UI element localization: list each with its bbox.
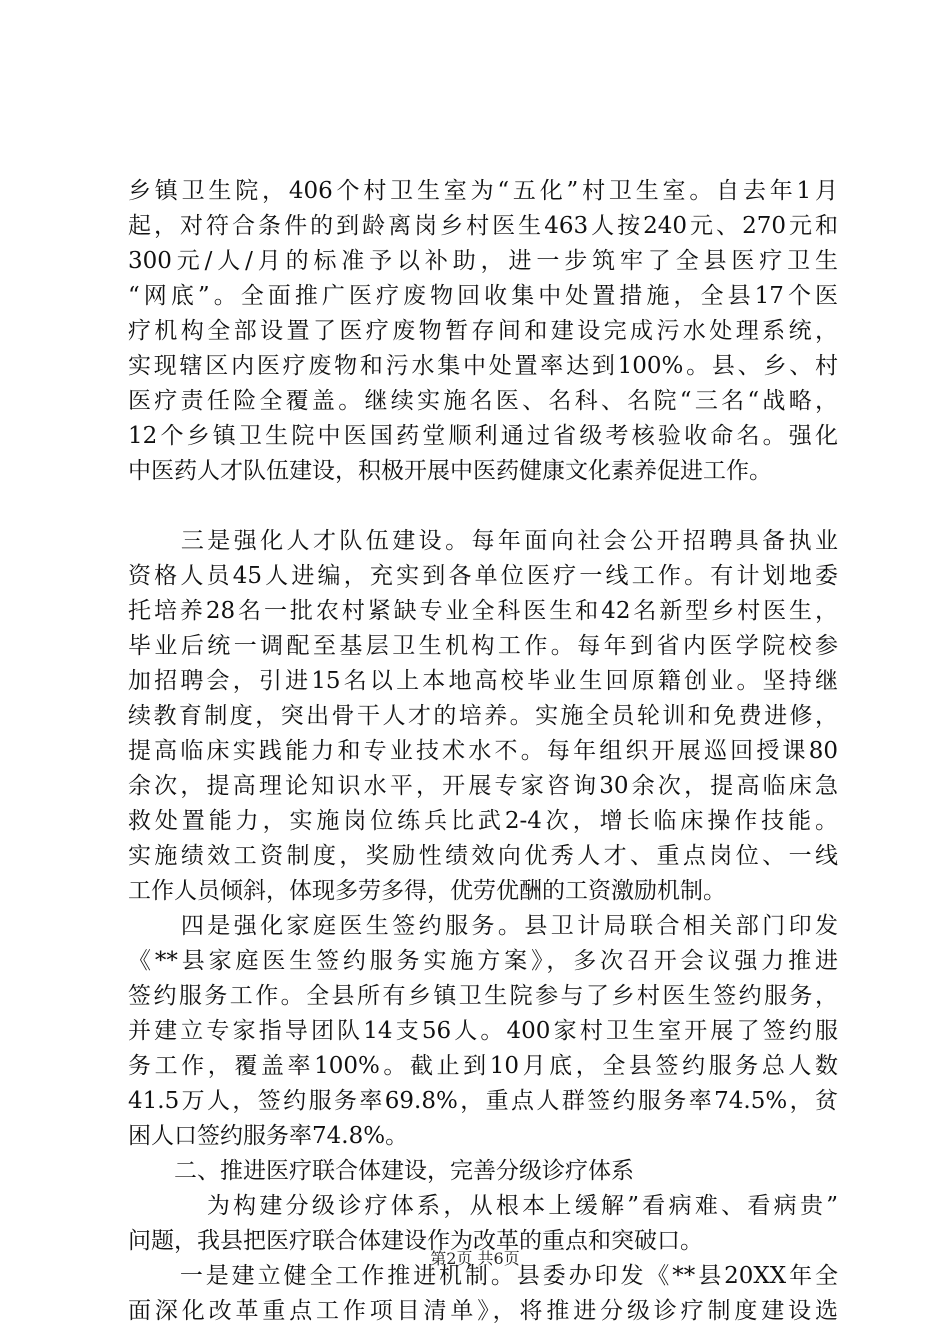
text-line: 救处置能力，实施岗位练兵比武2-4次，增长临床操作技能。 [128,808,838,834]
paragraph-spacer [128,489,838,524]
text-line: 疗机构全部设置了医疗废物暂存间和建设完成污水处理系统， [128,318,838,344]
text-line: 四是强化家庭医生签约服务。县卫计局联合相关部门印发 [128,913,838,939]
text-line: 三是强化人才队伍建设。每年面向社会公开招聘具备执业 [128,528,838,554]
text-line: 工作人员倾斜，体现多劳多得，优劳优酬的工资激励机制。 [128,878,726,904]
text-line: 余次，提高理论知识水平，开展专家咨询30余次，提高临床急 [128,773,838,799]
paragraph-family-doctor [128,909,838,1154]
text-line: 签约服务工作。全县所有乡镇卫生院参与了乡村医生签约服务， [128,983,838,1009]
text-line: 300元/人/月的标准予以补助，进一步筑牢了全县医疗卫生 [128,248,838,274]
text-line: 《**县家庭医生签约服务实施方案》，多次召开会议强力推进 [128,948,838,974]
text-line: 托培养28名一批农村紧缺专业全科医生和42名新型乡村医生， [128,598,838,624]
paragraph-work-mechanism [128,1259,838,1329]
text-line: 问题，我县把医疗联合体建设作为改革的重点和突破口。 [128,1228,703,1254]
text-line: 加招聘会，引进15名以上本地高校毕业生回原籍创业。坚持继 [128,668,838,694]
text-line: 二、推进医疗联合体建设，完善分级诊疗体系 [128,1158,634,1184]
text-line: 为构建分级诊疗体系，从根本上缓解”看病难、看病贵” [128,1193,838,1219]
text-line: 困人口签约服务率74.8%。 [128,1123,409,1149]
document-body [128,174,838,1329]
text-line: 续教育制度，突出骨干人才的培养。实施全员轮训和免费进修， [128,703,838,729]
page-footer: 第2页 共6页 [430,1249,520,1268]
paragraph-county-medical-network [128,174,838,489]
text-line: “网底”。全面推广医疗废物回收集中处置措施，全县17个医 [128,283,838,309]
text-line: 提高临床实践能力和专业技术水不。每年组织开展巡回授课80 [128,738,838,764]
text-line: 实施绩效工资制度，奖励性绩效向优秀人才、重点岗位、一线 [128,843,838,869]
paragraph-talent-team [128,524,838,909]
text-line: 中医药人才队伍建设，积极开展中医药健康文化素养促进工作。 [128,458,772,484]
text-line: 毕业后统一调配至基层卫生机构工作。每年到省内医学院校参 [128,633,838,659]
text-line: 并建立专家指导团队14支56人。400家村卫生室开展了签约服 [128,1018,838,1044]
text-line: 面深化改革重点工作项目清单》，将推进分级诊疗制度建设选 [128,1298,838,1324]
text-line: 12个乡镇卫生院中医国药堂顺利通过省级考核验收命名。强化 [128,423,838,449]
text-line: 41.5万人，签约服务率69.8%，重点人群签约服务率74.5%，贫 [128,1088,838,1114]
text-line: 一是建立健全工作推进机制。县委办印发《**县20XX年全 [128,1263,838,1289]
text-line: 起，对符合条件的到龄离岗乡村医生463人按240元、270元和 [128,213,838,239]
text-line: 务工作，覆盖率100%。截止到10月底，全县签约服务总人数 [128,1053,838,1079]
section-heading [128,1154,838,1189]
text-line: 实现辖区内医疗废物和污水集中处置率达到100%。县、乡、村 [128,353,838,379]
text-line: 资格人员45人进编，充实到各单位医疗一线工作。有计划地委 [128,563,838,589]
text-line: 乡镇卫生院，406个村卫生室为“五化”村卫生室。自去年1月 [128,178,838,204]
text-line: 医疗责任险全覆盖。继续实施名医、名科、名院“三名“战略， [128,388,838,414]
